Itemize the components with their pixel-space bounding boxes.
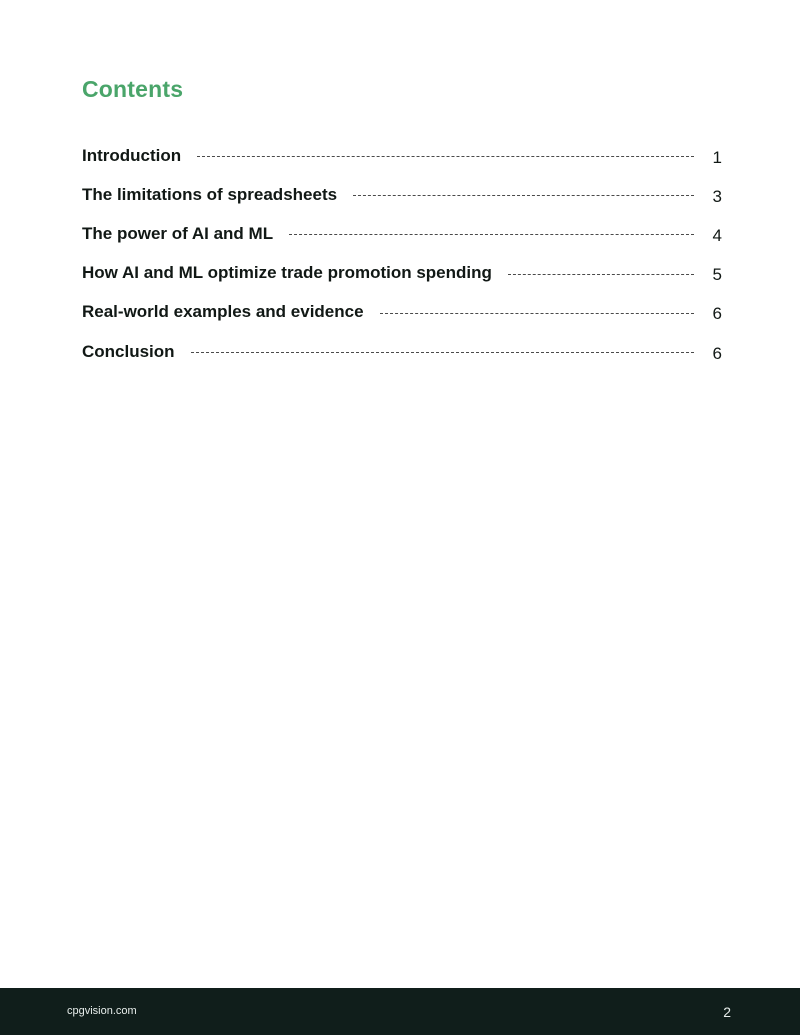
dotted-leader <box>380 313 694 314</box>
toc-entry-page-number: 6 <box>712 343 722 363</box>
table-of-contents <box>82 136 722 371</box>
toc-entry-label: Real-world examples and evidence <box>82 302 364 322</box>
footer-website-link[interactable]: cpgvision.com <box>67 1005 137 1017</box>
toc-entry-page-number: 5 <box>712 265 722 285</box>
toc-entry-label: The power of AI and ML <box>82 223 274 243</box>
page-title: Contents <box>82 76 184 102</box>
dotted-leader <box>191 352 694 353</box>
toc-entry-real-world-examples[interactable] <box>82 293 722 332</box>
toc-entry-page-number: 1 <box>712 147 722 167</box>
toc-entry-optimize-trade-promotion[interactable] <box>82 254 722 293</box>
dotted-leader <box>197 156 694 157</box>
toc-entry-conclusion[interactable] <box>82 332 722 371</box>
dotted-leader <box>508 274 694 275</box>
toc-entry-page-number: 3 <box>712 186 722 206</box>
toc-entry-page-number: 6 <box>712 304 722 324</box>
dotted-leader <box>289 234 694 235</box>
dotted-leader <box>353 195 694 196</box>
toc-entry-label: Introduction <box>82 145 182 165</box>
toc-entry-limitations-of-spreadsheets[interactable] <box>82 175 722 214</box>
footer-page-number: 2 <box>723 1004 731 1020</box>
toc-entry-introduction[interactable] <box>82 136 722 175</box>
toc-entry-power-of-ai-and-ml[interactable] <box>82 214 722 253</box>
page-footer <box>0 988 800 1035</box>
toc-entry-label: Conclusion <box>82 341 175 361</box>
toc-entry-label: The limitations of spreadsheets <box>82 184 338 204</box>
toc-entry-label: How AI and ML optimize trade promotion spending <box>82 263 492 283</box>
toc-entry-page-number: 4 <box>712 225 722 245</box>
